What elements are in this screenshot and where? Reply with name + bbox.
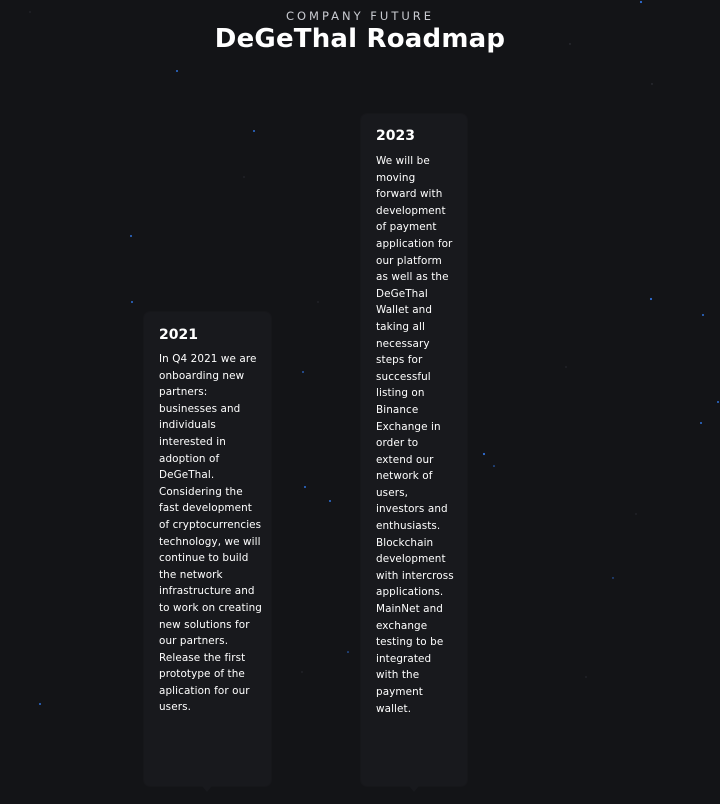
card-pointer-arrow xyxy=(202,786,212,792)
section-eyebrow: COMPANY FUTURE xyxy=(285,9,435,23)
roadmap-card-2023 xyxy=(361,114,467,786)
page-title: DeGeThal Roadmap xyxy=(214,24,506,54)
roadmap-year: 2023 xyxy=(376,128,415,144)
card-pointer-arrow xyxy=(409,786,419,792)
roadmap-description: In Q4 2021 we are onboarding new partners: businesses and individuals interested in adoption of DeGeThal. Considering the fast development of cryptocurrencies technology, we will continue to build the network infrastructure and to work on creating new solutions for our partners. Release the first prototype of the aplication for our users. xyxy=(159,353,262,714)
roadmap-description: We will be moving forward with development of payment application for our platform as well as the DeGeThal Wallet and taking all necessary steps for successful listing on Binance Exchange in order to extend our network of users, investors and enthusiasts. Blockchain development with intercross applications. MainNet and exchange testing to be integrated with the payment wallet. xyxy=(376,155,454,715)
roadmap-card-2021 xyxy=(144,312,271,786)
roadmap-year: 2021 xyxy=(159,327,198,343)
